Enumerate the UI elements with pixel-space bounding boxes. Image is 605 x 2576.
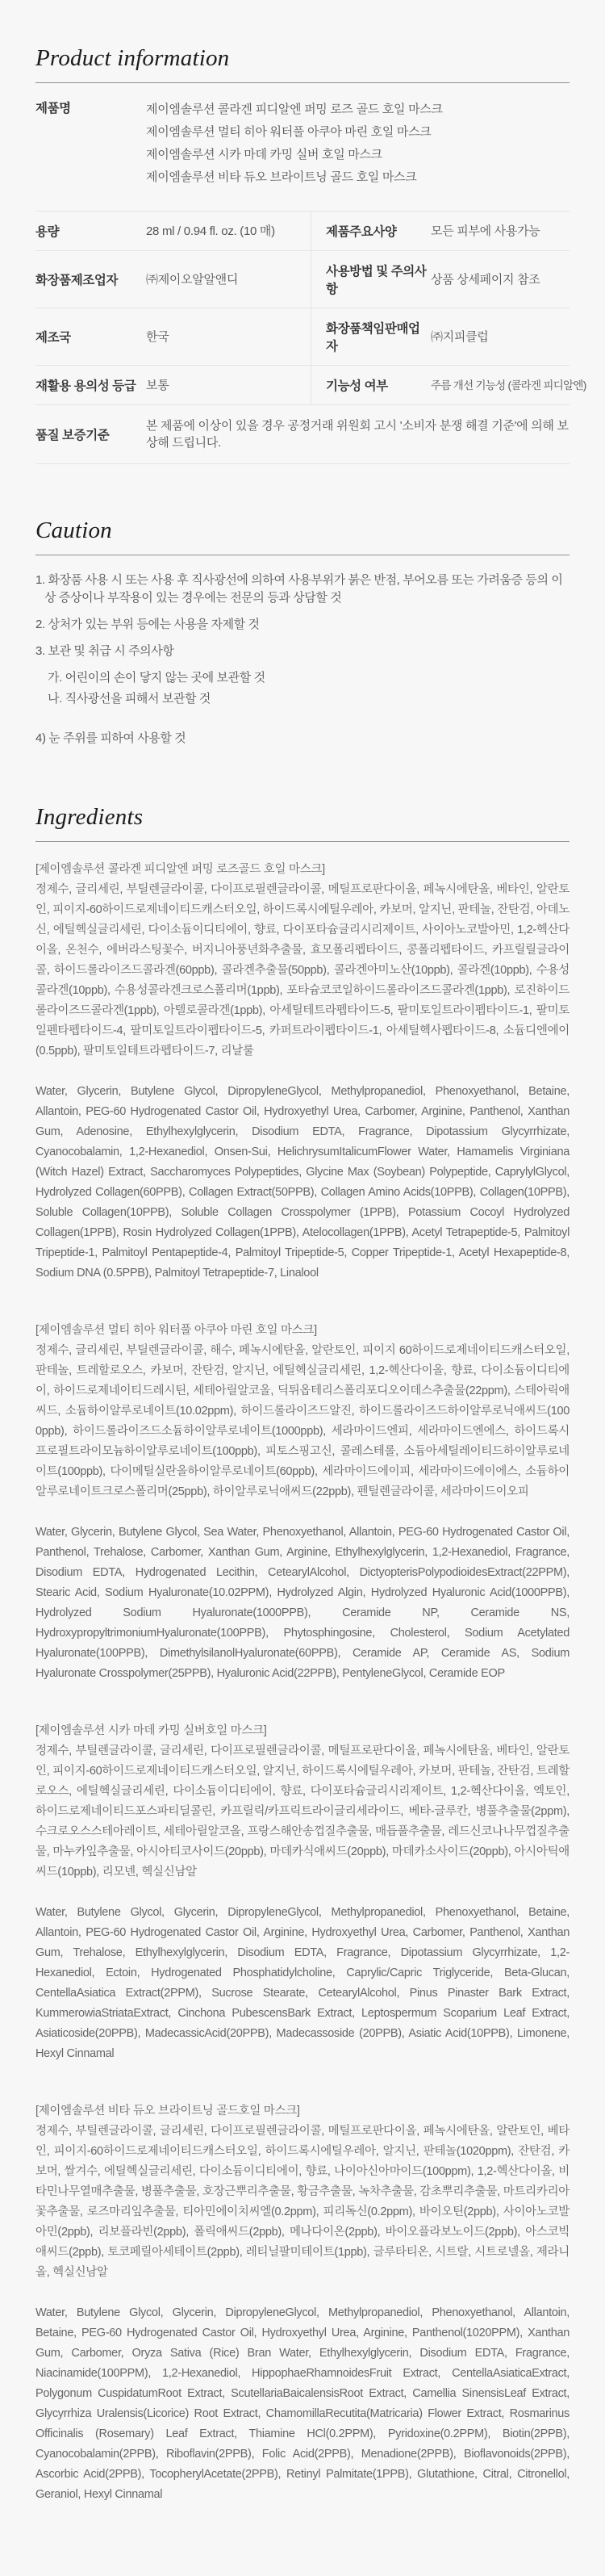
ingredients-section — [35, 804, 570, 2505]
spec-label: 품질 보증기준 — [35, 429, 110, 442]
spec-value: 상품 상세페이지 참조 — [431, 272, 540, 287]
spec-label: 사용방법 및 주의사항 — [326, 265, 427, 296]
spec-row-quality-guarantee — [35, 404, 570, 464]
product-information-section — [35, 45, 586, 464]
spec-label: 화장품제조업자 — [35, 274, 119, 287]
caution-section — [35, 517, 570, 748]
product-name-row — [35, 83, 570, 211]
ingredient-text-korean: 정제수, 부틸렌글라이콜, 글리세린, 다이프로필렌글라이콜, 메틸프로판다이올, 페녹시에탄올, 알란토인, 베타인, 피이지-60하이드로제네이티드캐스터오일, 하이드록시에틸우레아, 알지닌, 판테놀(1020ppm), 잔탄검, 카보머, 쌀겨수, 에틸헥실글리세린, 다이소듐이디티에이, 향료, 나이아신아마이드(100ppm), 1,2-헥산다이올, 비타민나무열매추출물, 병풀추출물, 호장근뿌리추출물, 황금추출물, 녹차추출물, 감초뿌리추출물, 마트리카리아꽃추출물, 로즈마리잎추출물, 티아민에이치씨엘(0.2ppm), 피리독신(0.2ppm), 바이오틴(2ppb), 사이아노코발아민(2ppb), 리보플라빈(2ppb), 폴릭애씨드(2ppb), 메나다이온(2ppb), 바이오플라보노이드(2ppb), 아스코빅애씨드(2ppb), 토코페릴아세테이트(2ppb), 레티닐팔미테이트(1ppb), 글루타티온, 시트랄, 시트로넬올, 제라니올, 헥실신남알 — [35, 2125, 570, 2279]
spec-value: 28 ml / 0.94 fl. oz. (10 매) — [146, 224, 275, 238]
ingredient-text-english: Water, Butylene Glycol, Glycerin, DipropyleneGlycol, Methylpropanediol, Phenoxyethanol, Allantoin, Betaine, PEG-60 Hydrogenated Castor Oil, Hydroxyethyl Urea, Arginine, Panthenol(1020PPM), Xanthan Gum, Carbomer, Oryza Sativa (Rice) Bran Water, Ethylhexylglycerin, Disodium EDTA, Fragrance, Niacinamide(100PPM), 1,2-Hexanediol, HippophaeRhamnoidesFruit Extract, CentellaAsiaticaExtract, Polygonum CuspidatumRoot Extract, ScutellariaBaicalensisRoot Extract, Camellia SinensisLeaf Extract, Glycyrrhiza Uralensis(Licorice) Root Extract, ChamomillaRecutita(Matricaria) Flower Extract, Rosmarinus Officinalis (Rosemary) Leaf Extract, Thiamine HCl(0.2PPM), Pyridoxine(0.2PPM), Biotin(2PPB), Cyanocobalamin(2PPB), Riboflavin(2PPB), Folic Acid(2PPB), Menadione(2PPB), Bioflavonoids(2PPB), Ascorbic Acid(2PPB), TocopherylAcetate(2PPB), Retinyl Palmitate(1PPB), Glutathione, Citral, Citronellol, Geraniol, Hexyl Cinnamal — [35, 2306, 570, 2501]
product-spec-table — [35, 83, 586, 464]
ingredient-block-title: [제이엠솔루션 시카 마데 카밍 실버호일 마스크] — [35, 1724, 267, 1737]
caution-item: 2. 상처가 있는 부위 등에는 사용을 자제할 것 — [35, 618, 260, 631]
ingredient-text-english: Water, Butylene Glycol, Glycerin, DipropyleneGlycol, Methylpropanediol, Phenoxyethanol, Betaine, Allantoin, PEG-60 Hydrogenated Castor Oil, Arginine, Hydroxyethyl Urea, Carbomer, Panthenol, Xanthan Gum, Trehalose, Ethylhexylglycerin, Disodium EDTA, Fragrance, Dipotassium Glycyrrhizate, 1,2-Hexanediol, Ectoin, Hydrogenated Phosphatidylcholine, Caprylic/Capric Triglyceride, Beta-Glucan, CentellaAsiatica Extract(2PPM), Sucrose Stearate, CetearylAlcohol, Pinus Pinaster Bark Extract, KummerowiaStriataExtract, Cinchona PubescensBark Extract, Leptospermum Scoparium Leaf Extract, Asiaticoside(20PPB), MadecassicAcid(20PPB), Madecassoside (20PPB), Asiatic Acid(10PPB), Limonene, Hexyl Cinnamal — [35, 1906, 570, 2060]
spec-label: 제조국 — [35, 331, 71, 345]
product-name-line: 제이엠솔루션 시카 마데 카밍 실버 호일 마스크 — [146, 148, 382, 161]
product-name-line: 제이엠솔루션 콜라겐 피디알엔 퍼밍 로즈 골드 호일 마스크 — [146, 103, 443, 116]
product-name-label: 제품명 — [35, 102, 71, 115]
spec-label: 용량 — [35, 225, 60, 239]
caution-list — [35, 572, 570, 748]
spec-value: 보통 — [146, 378, 169, 392]
spec-value: ㈜지피클럽 — [431, 329, 489, 344]
spec-value: 한국 — [146, 329, 169, 344]
ingredient-text-korean: 정제수, 부틸렌글라이콜, 글리세린, 다이프로필렌글라이콜, 메틸프로판다이올, 페녹시에탄올, 베타인, 알란토인, 피이지-60하이드로제네이티드캐스터오일, 알지닌, 하이드록시에틸우레아, 카보머, 판테놀, 잔탄검, 트레할로오스, 에틸헥실글리세린, 다이소듐이디티에이, 향료, 다이포타슘글리시리제이트, 1,2-헥산다이올, 엑토인, 하이드로제네이티드포스파티딜콜린, 카프릴릭/카프릭트라이글리세라이드, 베타-글루칸, 병풀추출물(2ppm), 수크로오스스테아레이트, 세테아릴알코올, 프랑스해안송껍질추출물, 매듭풀추출물, 레드신코나나무껍질추출물, 마누카잎추출물, 아시아티코사이드(20ppb), 마데카식애씨드(20ppb), 마데카소사이드(20ppb), 아시아틱애씨드(10ppb), 리모넨, 헥실신남알 — [35, 1745, 570, 1879]
heading-rule — [35, 841, 570, 842]
caution-heading: Caution — [35, 517, 112, 543]
spec-value: 주름 개선 기능성 (콜라겐 피디알엔) — [431, 379, 586, 392]
product-name-line: 제이엠솔루션 비타 듀오 브라이트닝 골드 호일 마스크 — [146, 170, 417, 184]
spec-row-volume — [35, 211, 570, 250]
ingredient-text-english: Water, Glycerin, Butylene Glycol, DipropyleneGlycol, Methylpropanediol, Phenoxyethanol, Betaine, Allantoin, PEG-60 Hydrogenated Castor Oil, Hydroxyethyl Urea, Carbomer, Arginine, Panthenol, Xanthan Gum, Adenosine, Ethylhexylglycerin, Disodium EDTA, Fragrance, Dipotassium Glycyrrhizate, Cyanocobalamin, 1,2-Hexanediol, Onsen-Sui, HelichrysumItalicumFlower Water, Hamamelis Virginiana (Witch Hazel) Extract, Saccharomyces Polypeptides, Glycine Max (Soybean) Polypeptide, CaprylylGlycol, Hydrolyzed Collagen(60PPB), Collagen Extract(50PPB), Collagen Amino Acids(10PPB), Collagen(10PPB), Soluble Collagen(10PPB), Soluble Collagen Crosspolymer (1PPB), Potassium Cocoyl Hydrolyzed Collagen(1PPB), Rosin Hydrolyzed Collagen(1PPB), Atelocollagen(1PPB), Acetyl Tetrapeptide-5, Palmitoyl Tripeptide-1, Palmitoyl Pentapeptide-4, Palmitoyl Tripeptide-5, Copper Tripeptide-1, Acetyl Hexapeptide-8, Sodium DNA (0.5PPB), Palmitoyl Tetrapeptide-7, Linalool — [35, 1085, 570, 1280]
ingredients-heading: Ingredients — [35, 804, 144, 830]
ingredients-list — [35, 860, 570, 2505]
spec-value: ㈜제이오알알앤디 — [146, 272, 239, 287]
ingredient-block-collagen-pdrn — [35, 860, 570, 1284]
spec-label: 기능성 여부 — [326, 379, 388, 393]
caution-sub-item: 가. 어린이의 손이 닿지 않는 곳에 보관할 것 — [48, 671, 265, 685]
ingredient-text-korean: 정제수, 글리세린, 부틸렌글라이콜, 다이프로필렌글라이콜, 메틸프로판다이올, 페녹시에탄올, 베타인, 알란토인, 피이지-60하이드로제네이티드캐스터오일, 하이드록시에틸우레아, 카보머, 알지닌, 판테놀, 잔탄검, 아데노신, 에틸헥실글리세린, 다이소듐이디티에이, 향료, 다이포타슘글리시리제이트, 사이아노코발아민, 1,2-헥산다이올, 온천수, 에버라스팅꽃수, 버지니아풍년화추출물, 효모폴리펩타이드, 콩폴리펩타이드, 카프릴릴글라이콜, 하이드롤라이즈드콜라겐(60ppb), 콜라겐추출물(50ppb), 콜라겐아미노산(10ppb), 콜라겐(10ppb), 수용성콜라겐(10ppb), 수용성콜라겐크로스폴리머(1ppb), 포타슘코코일하이드롤라이즈드콜라겐(1ppb), 로진하이드롤라이즈드콜라겐(1ppb), 아텔로콜라겐(1ppb), 아세틸테트라펩타이드-5, 팔미토일트라이펩타이드-1, 팔미토일펜타펩타이드-4, 팔미토일트라이펩타이드-5, 카퍼트라이펩타이드-1, 아세틸헥사펩타이드-8, 소듐디엔에이(0.5ppb), 팔미토일테트라펩타이드-7, 리날룰 — [35, 883, 570, 1058]
spec-row-manufacturer — [35, 250, 570, 308]
product-information-heading: Product information — [35, 45, 230, 71]
ingredient-block-title: [제이엠솔루션 콜라겐 피디알엔 퍼밍 로즈골드 호일 마스크] — [35, 863, 325, 876]
spec-label: 제품주요사양 — [326, 225, 397, 239]
ingredient-block-cica-made — [35, 1721, 570, 2064]
ingredient-block-title: [제이엠솔루션 비타 듀오 브라이트닝 골드호일 마스크] — [35, 2105, 300, 2117]
ingredient-text-korean: 정제수, 글리세린, 부틸렌글라이콜, 해수, 페녹시에탄올, 알란토인, 피이지 60하이드로제네이티드캐스터오일, 판테놀, 트레할로오스, 카보머, 잔탄검, 알지닌, 에틸헥실글리세린, 1,2-헥산다이올, 향료, 다이소듐이디티에이, 하이드로제네이티드레시틴, 세테아릴알코올, 딕튀옵테리스폴리포디오이데스추출물(22ppm), 스테아릭애씨드, 소듐하이알루로네이트(10.02ppm), 하이드롤라이즈드알진, 하이드롤라이즈드하이알루로닉애씨드(1000ppb), 하이드롤라이즈드소듐하이알루로네이트(1000ppb), 세라마이드엔피, 세라마이드엔에스, 하이드록시프로필트라이모늄하이알루로네이트(100ppb), 피토스핑고신, 콜레스테롤, 소듐아세틸레이티드하이알루로네이트(100ppb), 다이메틸실란올하이알루로네이트(60ppb), 세라마이드에이피, 세라마이드에이에스, 소듐하이알루로네이트크로스폴리머(25ppb), 하이알루로닉애씨드(22ppb), 펜틸렌글라이콜, 세라마이드이오피 — [35, 1344, 570, 1498]
spec-label: 재활용 용의성 등급 — [35, 379, 136, 393]
caution-item: 1. 화장품 사용 시 또는 사용 후 직사광선에 의하여 사용부위가 붉은 반점, 부어오름 또는 가려움증 등의 이상 증상이나 부작용이 있는 경우에는 전문의 등과 상담할 것 — [35, 573, 563, 605]
caution-item: 3. 보관 및 취급 시 주의사항 — [35, 644, 174, 658]
spec-row-recycling — [35, 365, 586, 404]
product-name-list — [146, 98, 443, 189]
ingredient-block-vita-duo — [35, 2101, 570, 2505]
product-name-line: 제이엠솔루션 멀티 히아 워터풀 아쿠아 마린 호일 마스크 — [146, 125, 432, 139]
caution-sub-item: 나. 직사광선을 피해서 보관할 것 — [48, 692, 211, 706]
spec-row-country — [35, 308, 570, 365]
spec-label: 화장품책임판매업자 — [326, 322, 420, 354]
spec-value: 본 제품에 이상이 있을 경우 공정거래 위원회 고시 '소비자 분쟁 해결 기준'에 의해 보상해 드립니다. — [146, 419, 569, 450]
spec-value: 모든 피부에 사용가능 — [431, 224, 540, 238]
ingredient-block-multi-hya — [35, 1321, 570, 1684]
caution-item: 4) 눈 주위를 피하여 사용할 것 — [35, 731, 186, 745]
ingredient-block-title: [제이엠솔루션 멀티 히아 워터풀 아쿠아 마린 호일 마스크] — [35, 1324, 317, 1337]
ingredient-text-english: Water, Glycerin, Butylene Glycol, Sea Water, Phenoxyethanol, Allantoin, PEG-60 Hydrogenated Castor Oil, Panthenol, Trehalose, Carbomer, Xanthan Gum, Arginine, Ethylhexylglycerin, 1,2-Hexanediol, Fragrance, Disodium EDTA, Hydrogenated Lecithin, CetearylAlcohol, DictyopterisPolypodioidesExtract(22PPM), Stearic Acid, Sodium Hyaluronate(10.02PPM), Hydrolyzed Algin, Hydrolyzed Hyaluronic Acid(1000PPB), Hydrolyzed Sodium Hyaluronate(1000PPB), Ceramide NP, Ceramide NS, HydroxypropyltrimoniumHyaluronate(100PPB), Phytosphingosine, Cholesterol, Sodium Acetylated Hyaluronate(100PPB), DimethylsilanolHyaluronate(60PPB), Ceramide AP, Ceramide AS, Sodium Hyaluronate Crosspolymer(25PPB), Hyaluronic Acid(22PPB), PentyleneGlycol, Ceramide EOP — [35, 1526, 570, 1680]
